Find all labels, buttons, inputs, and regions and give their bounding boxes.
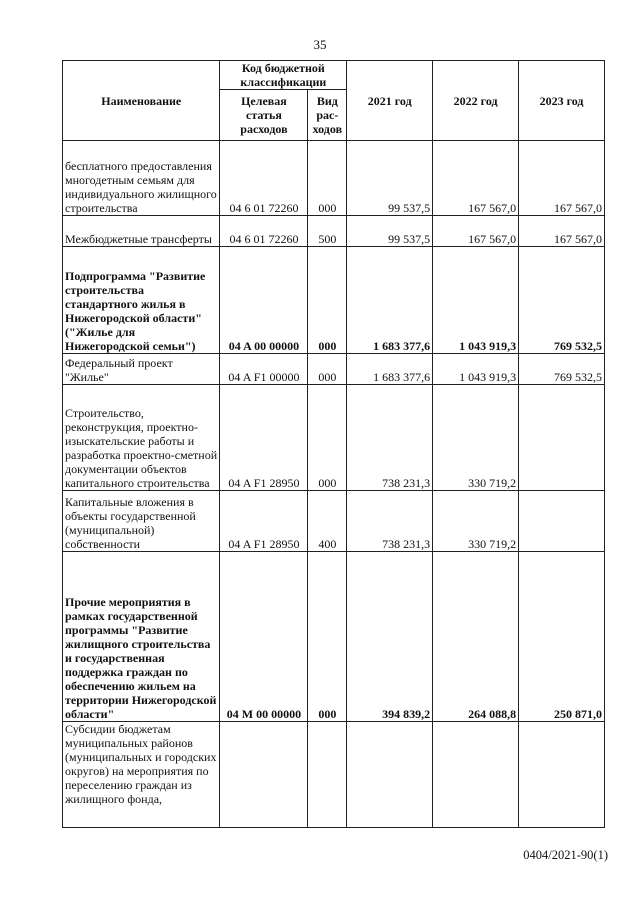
row-2022: 167 567,0 <box>433 216 519 247</box>
row-name: Строительство, реконструкция, проектно-изыскательские работы и разработка проектно-сметной документации объектов капитального строительства <box>63 385 220 491</box>
table-row <box>63 354 605 385</box>
row-type-code: 000 <box>308 385 347 491</box>
budget-table <box>62 60 605 828</box>
row-name: Капитальные вложения в объекты государственной (муниципальной) собственности <box>63 491 220 552</box>
row-2022: 264 088,8 <box>433 552 519 722</box>
row-type-code <box>308 722 347 828</box>
row-name: Межбюджетные трансферты <box>63 216 220 247</box>
row-target-code: 04 6 01 72260 <box>220 141 308 216</box>
row-2021: 394 839,2 <box>347 552 433 722</box>
header-2022: 2022 год <box>433 61 519 141</box>
header-2023: 2023 год <box>519 61 605 141</box>
row-2022: 1 043 919,3 <box>433 354 519 385</box>
document-code: 0404/2021-90(1) <box>523 848 608 862</box>
row-2022: 330 719,2 <box>433 491 519 552</box>
header-name: Наименование <box>63 61 220 141</box>
table-row <box>63 141 605 216</box>
row-2021: 99 537,5 <box>347 216 433 247</box>
table-row <box>63 552 605 722</box>
row-2023: 167 567,0 <box>519 216 605 247</box>
row-name: Подпрограмма "Развитие строительства стандартного жилья в Нижегородской области" ("Жилье для Нижегородской семьи") <box>63 247 220 354</box>
row-target-code: 04 A 00 00000 <box>220 247 308 354</box>
header-classification: Код бюджетной классификации <box>220 61 347 90</box>
row-2022: 167 567,0 <box>433 141 519 216</box>
row-target-code: 04 A F1 00000 <box>220 354 308 385</box>
row-2023 <box>519 385 605 491</box>
page-number: 35 <box>313 37 327 52</box>
row-type-code: 000 <box>308 141 347 216</box>
row-2023: 250 871,0 <box>519 552 605 722</box>
row-name: Субсидии бюджетам муниципальных районов (муниципальных и городских округов) на мероприятия по переселению граждан из жилищного фонда, <box>63 722 220 828</box>
row-type-code: 000 <box>308 552 347 722</box>
row-type-code: 000 <box>308 354 347 385</box>
header-expense-type: Вид рас- ходов <box>308 90 347 141</box>
row-2021: 1 683 377,6 <box>347 354 433 385</box>
row-type-code: 000 <box>308 247 347 354</box>
header-target-article: Целевая статья расходов <box>220 90 308 141</box>
row-2022: 330 719,2 <box>433 385 519 491</box>
row-target-code: 04 M 00 00000 <box>220 552 308 722</box>
row-target-code: 04 6 01 72260 <box>220 216 308 247</box>
row-target-code <box>220 722 308 828</box>
row-name: бесплатного предоставления многодетным семьям для индивидуального жилищного строительства <box>63 141 220 216</box>
row-type-code: 500 <box>308 216 347 247</box>
row-name: Прочие мероприятия в рамках государственной программы "Развитие жилищного строительства и государственная поддержка граждан по обеспечению жильем на территории Нижегородской области" <box>63 552 220 722</box>
row-2021 <box>347 722 433 828</box>
row-2023: 769 532,5 <box>519 354 605 385</box>
row-name: Федеральный проект "Жилье" <box>63 354 220 385</box>
table-row <box>63 385 605 491</box>
row-2021: 738 231,3 <box>347 385 433 491</box>
table-row <box>63 491 605 552</box>
row-2023 <box>519 722 605 828</box>
row-2021: 1 683 377,6 <box>347 247 433 354</box>
table-row <box>63 247 605 354</box>
row-target-code: 04 A F1 28950 <box>220 385 308 491</box>
header-2021: 2021 год <box>347 61 433 141</box>
row-2023: 769 532,5 <box>519 247 605 354</box>
row-2022: 1 043 919,3 <box>433 247 519 354</box>
row-target-code: 04 A F1 28950 <box>220 491 308 552</box>
row-2021: 99 537,5 <box>347 141 433 216</box>
row-type-code: 400 <box>308 491 347 552</box>
table-row <box>63 722 605 828</box>
row-2023: 167 567,0 <box>519 141 605 216</box>
table-row <box>63 216 605 247</box>
row-2022 <box>433 722 519 828</box>
row-2021: 738 231,3 <box>347 491 433 552</box>
row-2023 <box>519 491 605 552</box>
